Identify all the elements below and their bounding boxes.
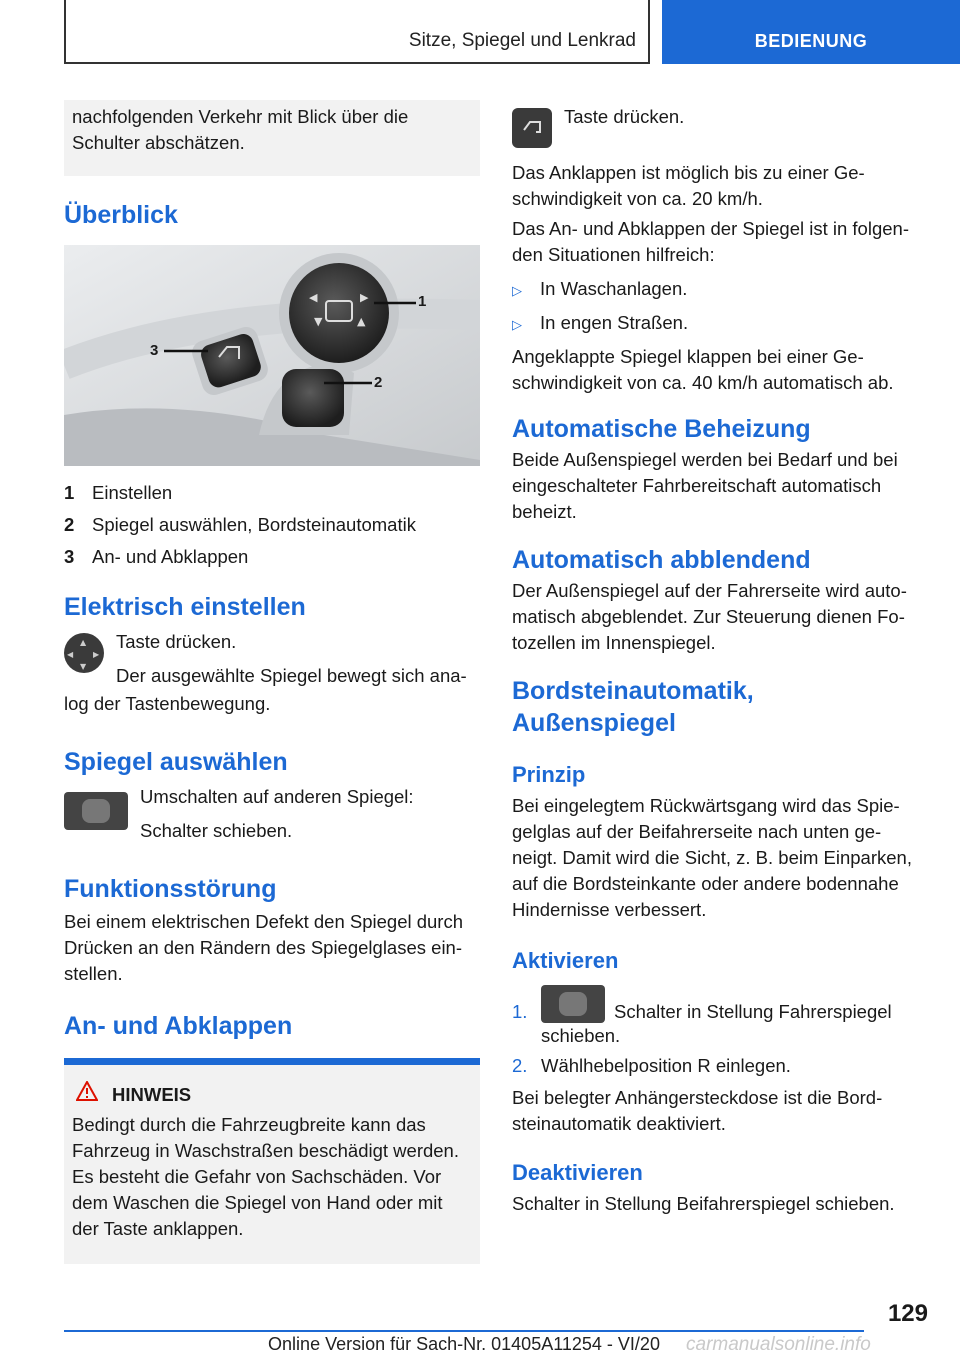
svg-text:▼: ▼ [314, 315, 323, 328]
callout-2: 2 [374, 374, 383, 391]
fold-helpful-text: Das An- und Abklappen der Spiegel ist in folgen- den Situationen hilfreich: [512, 218, 909, 265]
notice-label: HINWEIS [112, 1083, 192, 1105]
step-1-text: Schalter in Stellung Fahrerspiegel [614, 1001, 892, 1022]
select-row [64, 784, 480, 848]
malfunction-text: Bei einem elektrischen Defekt den Spiegel durch Drücken an den Rändern des Spiegelglases ein- stellen. [64, 911, 464, 984]
press-row [512, 100, 928, 152]
fold-speed-text: Das Anklappen ist möglich bis zu einer Ge- schwindigkeit von ca. 20 km/h. [512, 162, 865, 209]
curb-heading-line2: Außenspiegel [512, 709, 676, 737]
step-2-text: Wählhebelposition R einlegen. [541, 1055, 791, 1076]
dimming-heading: Automatisch abblendend [512, 546, 811, 574]
press-button-text: Taste drücken. [564, 106, 685, 127]
chapter-tab[interactable]: BEDIENUNG [662, 0, 960, 64]
svg-text:▲: ▲ [80, 638, 87, 647]
principle-text: Bei eingelegtem Rückwärtsgang wird das Spie- gelglas auf der Beifahrerseite nach unten ge- neigt. Damit wird die Sicht, z. B. beim Einparken, auf die Bordsteinkante oder andere bodennahe Hindernisse verbessert. [512, 795, 912, 920]
joystick-icon [64, 633, 104, 673]
notice-text: Bedingt durch die Fahrzeugbreite kann das Fahrzeug in Waschstraßen beschädigt werden. Es besteht die Gefahr von Sachschäden. Vor dem Waschen die Spiegel von Hand oder mit der Taste anklappen. [72, 1114, 459, 1239]
step-1-continuation: schieben. [541, 1025, 621, 1046]
fold-button-icon [512, 108, 552, 148]
page-number: 129 [887, 1300, 928, 1327]
bullet-triangle-icon: ▷ [512, 283, 522, 298]
mirror-controls-illustration [64, 245, 480, 466]
overview-heading: Überblick [64, 201, 178, 229]
watermark: carmanualsonline.info [686, 1334, 871, 1355]
selector-switch-icon [64, 792, 128, 830]
warning-triangle-icon [76, 1081, 108, 1108]
overview-legend [64, 480, 480, 570]
continued-text: nachfolgenden Verkehr mit Blick über die Schulter abschätzen. [72, 106, 409, 153]
fold-heading: An- und Abklappen [64, 1012, 293, 1040]
section-title: Sitze, Spiegel und Lenkrad [408, 30, 636, 51]
notice-header [72, 1081, 472, 1108]
step-1-number: 1. [512, 1001, 528, 1022]
svg-text:▼: ▼ [80, 662, 87, 671]
right-column [512, 100, 928, 1217]
adjust-line2: Der ausgewählte Spiegel bewegt sich ana- [116, 665, 467, 686]
svg-text:▲: ▲ [357, 315, 366, 328]
auto-unfold-text: Angeklappte Spiegel klappen bei einer Ge- schwindigkeit von ca. 40 km/h automatisch ab. [512, 346, 894, 393]
header-right-rule [648, 0, 650, 64]
step-2 [512, 1053, 928, 1079]
select-heading: Spiegel auswählen [64, 748, 288, 776]
callout-1: 1 [418, 293, 427, 310]
trailer-text: Bei belegter Anhängersteckdose ist die Bord- steinautomatik deaktiviert. [512, 1087, 883, 1134]
svg-text:▶: ▶ [93, 650, 100, 659]
heating-text: Beide Außenspiegel werden bei Bedarf und bei eingeschalteter Fahrbereitschaft automatisch beheizt. [512, 449, 898, 522]
svg-text:◀: ◀ [67, 650, 74, 659]
dimming-text: Der Außenspiegel auf der Fahrerseite wird auto- matisch abgeblendet. Zur Steuerung dienen Fo- tozellen im Innenspiegel. [512, 580, 907, 653]
svg-text:◀: ◀ [309, 291, 318, 304]
selector-switch-icon [541, 985, 605, 1023]
online-version-text: Online Version für Sach-Nr. 01405A11254 - VI/20 [268, 1334, 660, 1354]
list-item: 2 Spiegel auswählen, Bordsteinautomatik [64, 514, 416, 535]
callout-3: 3 [150, 342, 159, 359]
step-1 [512, 985, 928, 1045]
svg-text:▶: ▶ [360, 291, 369, 304]
adjust-heading: Elektrisch einstellen [64, 593, 306, 621]
heating-heading: Automatische Beheizung [512, 415, 811, 443]
step-2-number: 2. [512, 1055, 528, 1076]
header-bottom-rule [64, 62, 650, 64]
continued-note [64, 100, 480, 176]
footer-rule [64, 1330, 864, 1332]
deactivate-heading: Deaktivieren [512, 1160, 643, 1185]
select-line1: Umschalten auf anderen Spiegel: [140, 786, 414, 807]
activate-heading: Aktivieren [512, 948, 619, 973]
left-column [64, 100, 480, 1264]
list-item: 3 An- und Abklappen [64, 546, 249, 567]
deactivate-text: Schalter in Stellung Beifahrerspiegel schieben. [512, 1193, 895, 1214]
principle-heading: Prinzip [512, 762, 586, 787]
bullet-triangle-icon: ▷ [512, 317, 522, 332]
malfunction-heading: Funktionsstörung [64, 875, 277, 903]
adjust-row [64, 629, 480, 691]
adjust-line1: Taste drücken. [116, 631, 237, 652]
list-item: ▷ In engen Straßen. [512, 310, 928, 338]
mirror-controls-figure [64, 245, 480, 466]
list-item: 1 Einstellen [64, 482, 173, 503]
curb-heading-line1: Bordsteinautomatik, [512, 677, 754, 705]
notice-top-rule [64, 1058, 480, 1065]
notice-box [64, 1065, 480, 1264]
list-item: ▷ In Waschanlagen. [512, 276, 928, 304]
adjust-line3: log der Tastenbewegung. [64, 693, 271, 714]
select-line2: Schalter schieben. [140, 820, 293, 841]
